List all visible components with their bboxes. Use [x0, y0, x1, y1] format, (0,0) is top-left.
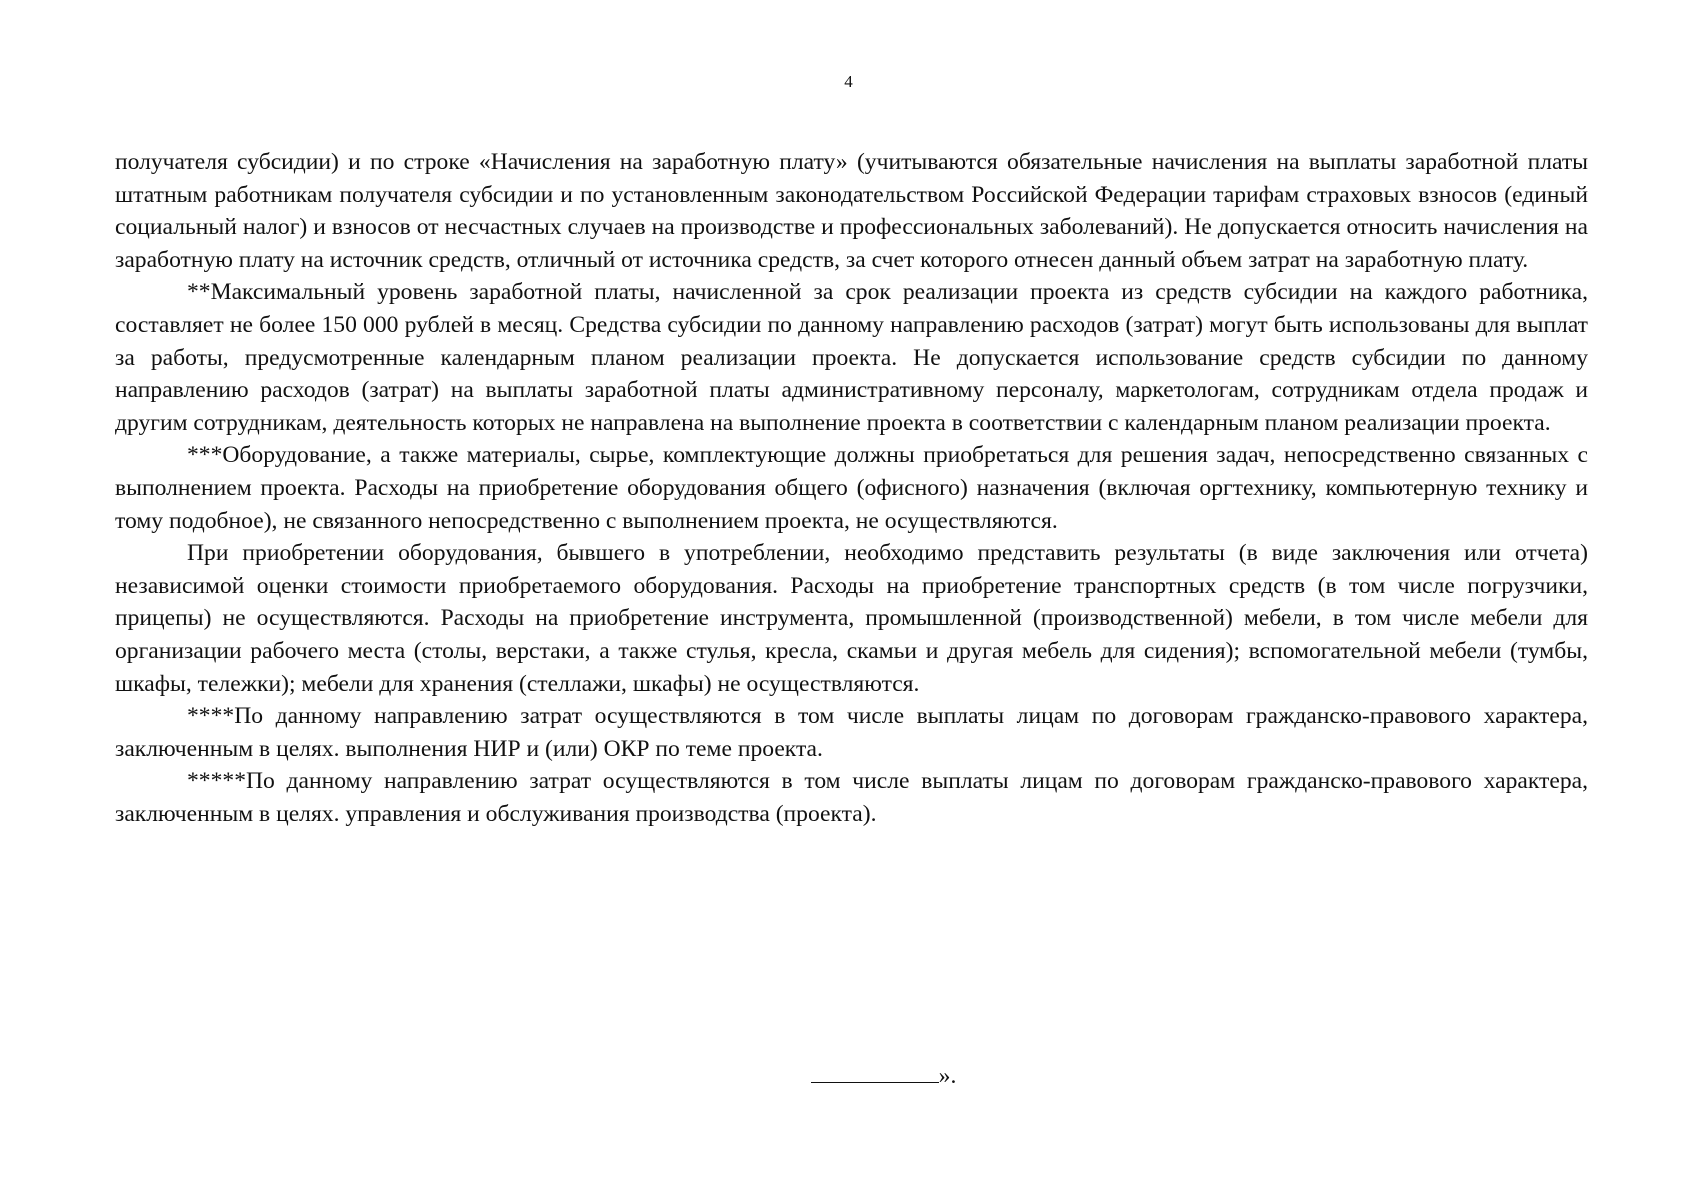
- footnote-five-asterisks: *****По данному направлению затрат осуществляются в том числе выплаты лицам по договорам гражданско-правового характера, заключенным в целях. управления и обслуживания производства (проекта).: [115, 768, 1588, 827]
- paragraph-used-equipment: При приобретении оборудования, бывшего в употреблении, необходимо представить результаты (в виде заключения или отчета) независимой оценки стоимости приобретаемого оборудования. Расходы на приобретение транспортных средств (в том числе погрузчики, прицепы) не осуществляются. Расходы на приобретение инструмента, промышленной (производственной) мебели, в том числе мебели для организации рабочего места (столы, верстаки, а также стулья, кресла, скамьи и другая мебель для сидения); вспомогательной мебели (тумбы, шкафы, тележки); мебели для хранения (стеллажи, шкафы) не осуществляются.: [115, 540, 1588, 697]
- paragraph-continuation: получателя субсидии) и по строке «Начисления на заработную плату» (учитываются обязательные начисления на выплаты заработной платы штатным работникам получателя субсидии и по установленным законодательством Российской Федерации тарифам страховых взносов (единый социальный налог) и взносов от несчастных случаев на производстве и профессиональных заболеваний). Не допускается относить начисления на заработную плату на источник средств, отличный от источника средств, за счет которого отнесен данный объем затрат на заработную плату.: [115, 149, 1588, 273]
- closing-quote-mark: ».: [938, 1063, 957, 1089]
- closing-line: [0, 1060, 1697, 1091]
- page-number: 4: [844, 72, 853, 91]
- document-body: [115, 146, 1588, 830]
- footnote-three-asterisks: ***Оборудование, а также материалы, сырье, комплектующие должны приобретаться для решения задач, непосредственно связанных с выполнением проекта. Расходы на приобретение оборудования общего (офисного) назначения (включая оргтехнику, компьютерную технику и тому подобное), не связанного непосредственно с выполнением проекта, не осуществляются.: [115, 442, 1588, 534]
- footnote-four-asterisks: ****По данному направлению затрат осуществляются в том числе выплаты лицам по договорам гражданско-правового характера, заключенным в целях. выполнения НИР и (или) ОКР по теме проекта.: [115, 703, 1588, 762]
- blank-underline: [811, 1060, 939, 1083]
- footnote-two-asterisks: **Максимальный уровень заработной платы, начисленной за срок реализации проекта из средств субсидии на каждого работника, составляет не более 150 000 рублей в месяц. Средства субсидии по данному направлению расходов (затрат) могут быть использованы для выплат за работы, предусмотренные календарным планом реализации проекта. Не допускается использование средств субсидии по данному направлению расходов (затрат) на выплаты заработной платы административному персоналу, маркетологам, сотрудникам отдела продаж и другим сотрудникам, деятельность которых не направлена на выполнение проекта в соответствии с календарным планом реализации проекта.: [115, 279, 1588, 436]
